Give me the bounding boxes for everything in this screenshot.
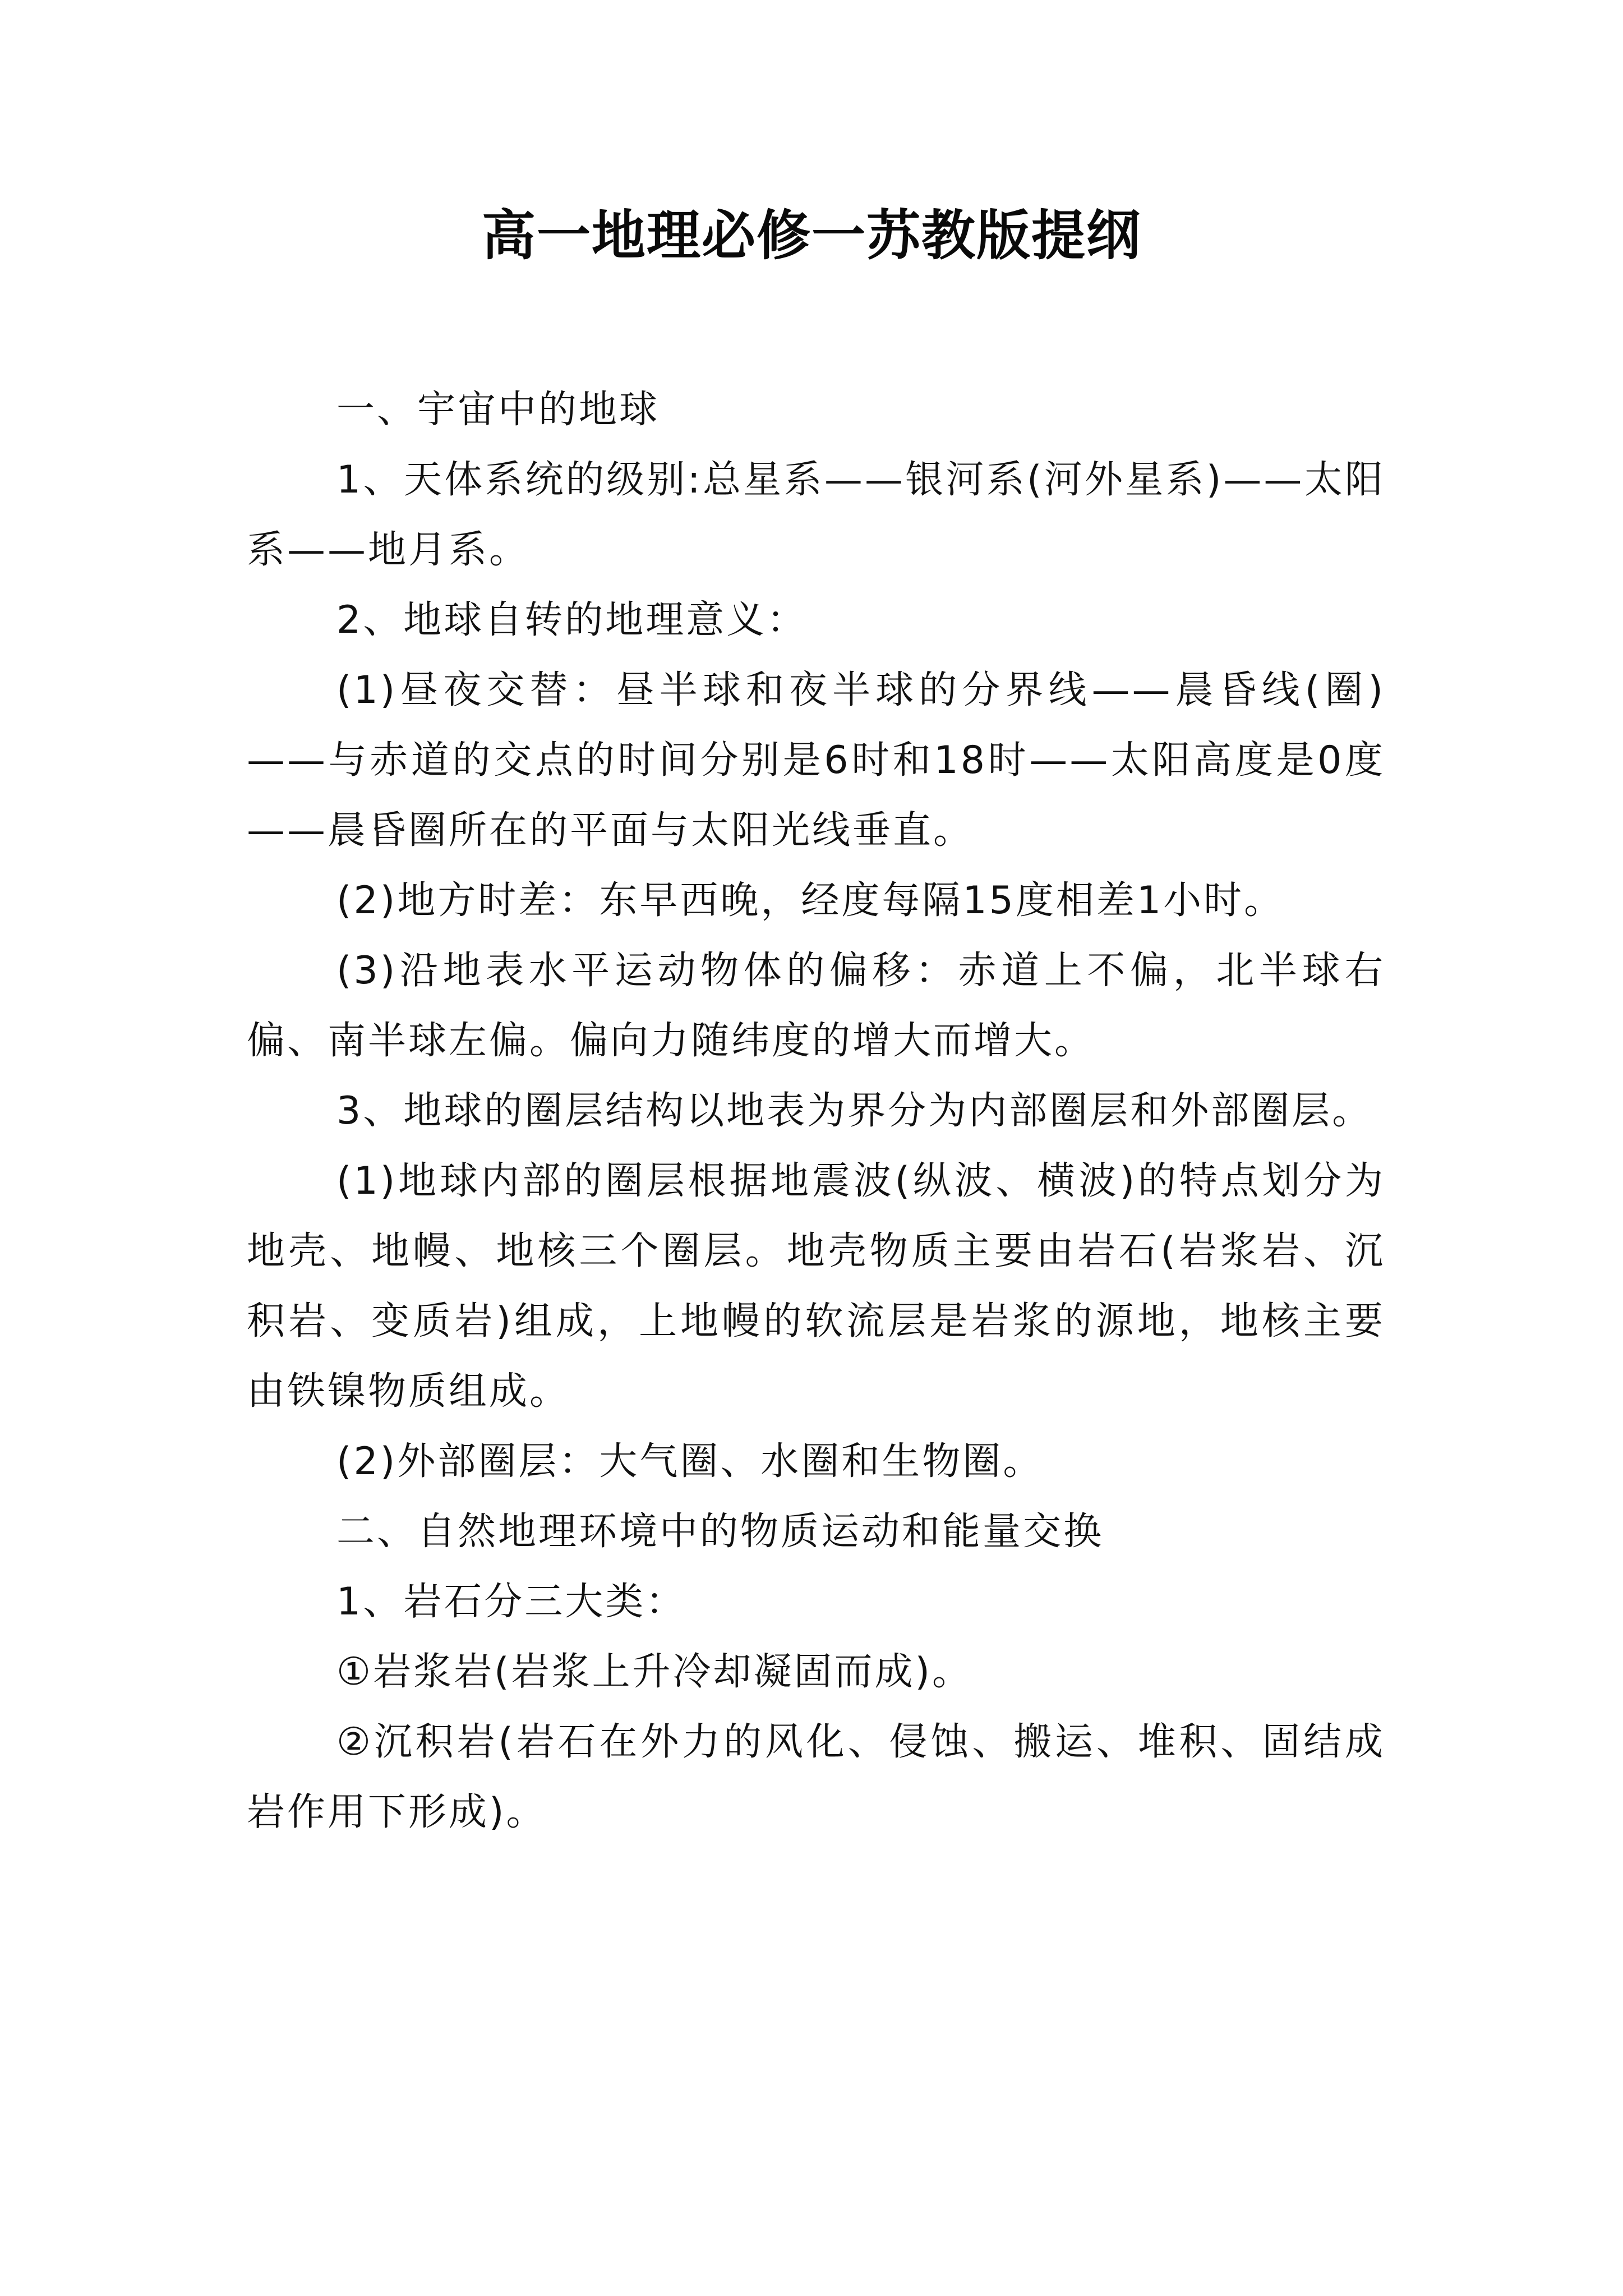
paragraph-sphere-structure: 3、地球的圈层结构以地表为界分为内部圈层和外部圈层。 <box>336 1089 1373 1133</box>
paragraph-igneous-rock: ①岩浆岩(岩浆上升冷却凝固而成)。 <box>336 1650 973 1694</box>
paragraph-internal-spheres: (1)地球内部的圈层根据地震波(纵波、横波)的特点划分为地壳、地幔、地核三个圈层。地壳物质主要由岩石(岩浆岩、沉积岩、变质岩)组成，上地幔的软流层是岩浆的源地，地核主要由铁镍物质组成。 <box>247 1159 1385 1414</box>
document-body <box>247 375 1385 1847</box>
paragraph-external-spheres: (2)外部圈层：大气圈、水圈和生物圈。 <box>336 1439 1044 1484</box>
paragraph-sedimentary-rock: ②沉积岩(岩石在外力的风化、侵蚀、搬运、堆积、固结成岩作用下形成)。 <box>247 1720 1385 1834</box>
paragraph-celestial-system-levels: 1、天体系统的级别:总星系——银河系(河外星系)——太阳系——地月系。 <box>247 458 1385 572</box>
paragraph-rock-types: 1、岩石分三大类： <box>336 1580 686 1624</box>
heading-section-2: 二、自然地理环境中的物质运动和能量交换 <box>336 1510 1104 1554</box>
paragraph-deflection: (3)沿地表水平运动物体的偏移：赤道上不偏，北半球右偏、南半球左偏。偏向力随纬度的增大而增大。 <box>247 949 1385 1063</box>
paragraph-rotation-significance: 2、地球自转的地理意义： <box>336 598 808 642</box>
paragraph-local-time-difference: (2)地方时差：东早西晚，经度每隔15度相差1小时。 <box>336 878 1285 923</box>
paragraph-day-night-alternation: (1)昼夜交替：昼半球和夜半球的分界线——晨昏线(圈)——与赤道的交点的时间分别是6时和18时——太阳高度是0度——晨昏圈所在的平面与太阳光线垂直。 <box>247 668 1385 853</box>
page-title: 高一地理必修一苏教版提纲 <box>482 204 1141 267</box>
heading-section-1: 一、宇宙中的地球 <box>336 388 660 432</box>
